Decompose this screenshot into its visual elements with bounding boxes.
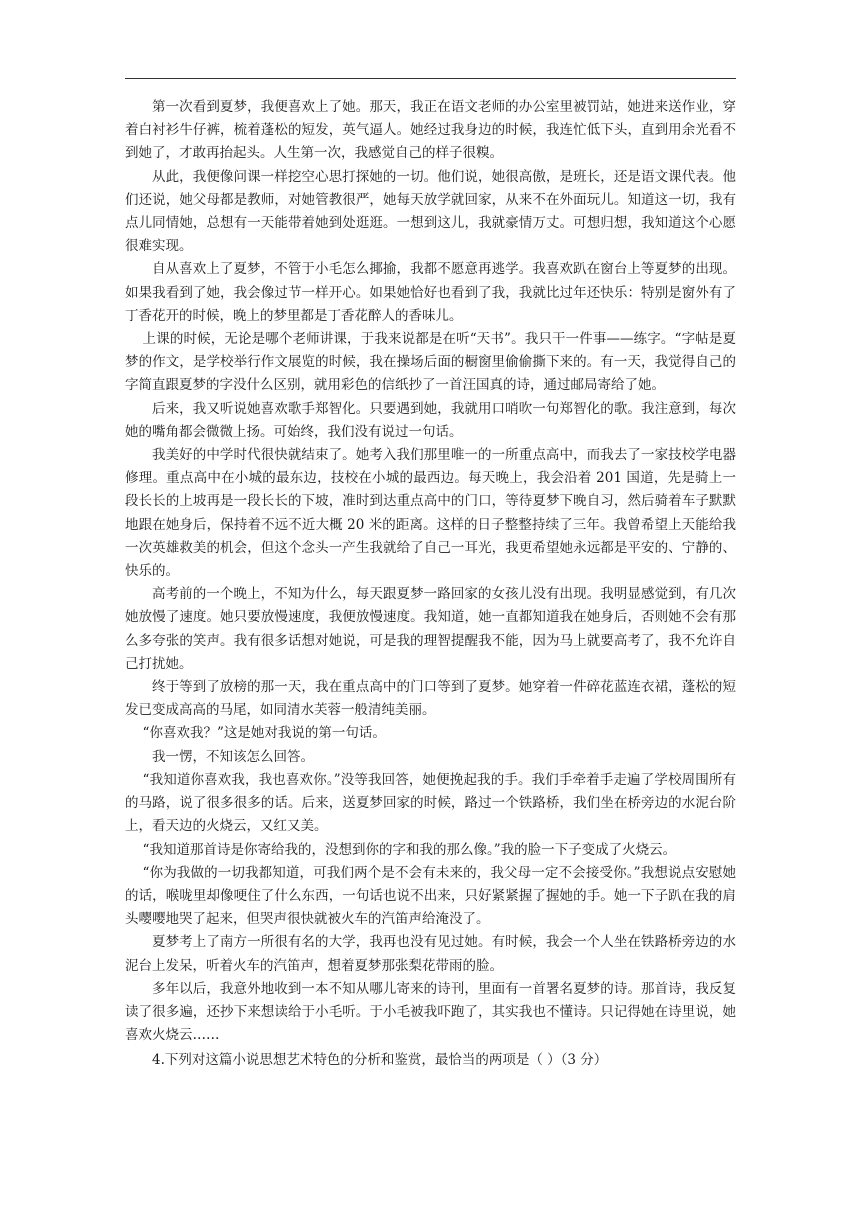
paragraph-8: 终于等到了放榜的那一天，我在重点高中的门口等到了夏梦。她穿着一件碎花蓝连衣裙，蓬松的短发已变成高高的马尾，如同清水芙蓉一般清纯美丽。 [125, 679, 736, 719]
paragraph-10: 我一愣，不知该怎么回答。 [152, 748, 314, 765]
paragraph-1: 第一次看到夏梦，我便喜欢上了她。那天，我正在语文老师的办公室里被罚站，她进来送作业，穿着白衬衫牛仔裤，梳着蓬松的短发，英气逼人。她经过我身边的时候，我连忙低下头，直到用余光看不到她了，才敢再抬起头。人生第一次，我感觉自己的样子很糗。 [125, 99, 736, 162]
paragraph-7: 高考前的一个晚上，不知为什么，每天跟夏梦一路回家的女孩儿没有出现。我明显感觉到，有几次她放慢了速度。她只要放慢速度，我便放慢速度。我知道，她一直都知道我在她身后，否则她不会有那么多夸张的笑声。我有很多话想对她说，可是我的理智提醒我不能，因为马上就要高考了，我不允许自己打扰她。 [125, 586, 736, 672]
paragraph-11: “我知道你喜欢我，我也喜欢你。”没等我回答，她便挽起我的手。我们手牵着手走遍了学校周围所有的马路，说了很多很多的话。后来，送夏梦回家的时候，路过一个铁路桥，我们坐在桥旁边的水泥台阶上，看天边的火烧云，又红又美。 [125, 771, 736, 835]
paragraph-15: 多年以后，我意外地收到一本不知从哪儿寄来的诗刊，里面有一首署名夏梦的诗。那首诗，我反复读了很多遍，还抄下来想读给于小毛听。于小毛被我吓跑了，其实我也不懂诗。只记得她在诗里说，她喜欢火烧云…… [125, 980, 736, 1044]
paragraph-5: 后来，我又听说她喜欢歌手郑智化。只要遇到她，我就用口哨吹一句郑智化的歌。我注意到，每次她的嘴角都会微微上扬。可始终，我们没有说过一句话。 [125, 400, 736, 440]
article-body [125, 96, 736, 1073]
paragraph-6: 我美好的中学时代很快就结束了。她考入我们那里唯一的一所重点高中，而我去了一家技校学电器修理。重点高中在小城的最东边，技校在小城的最西边。每天晚上，我会沿着 201 国道，先是骑上一段长长的上坡再是一段长长的下坡，准时到达重点高中的门口，等待夏梦下晚自习，然后骑着车子默默地跟在她身后，保持着不远不近大概 20 米的距离。这样的日子整整持续了三年。我曾希望上天能给我一次英雄救美的机会，但这个念头一产生我就给了自己一耳光，我更希望她永远都是平安的、宁静的、快乐的。 [125, 447, 736, 580]
paragraph-3: 自从喜欢上了夏梦，不管于小毛怎么揶揄，我都不愿意再逃学。我喜欢趴在窗台上等夏梦的出现。如果我看到了她，我会像过节一样开心。如果她恰好也看到了我，我就比过年还快乐：特别是窗外有了丁香花开的时候，晚上的梦里都是丁香花醉人的香味儿。 [125, 261, 736, 324]
paragraph-14: 夏梦考上了南方一所很有名的大学，我再也没有见过她。有时候，我会一个人坐在铁路桥旁边的水泥台上发呆，听着火车的汽笛声，想着夏梦那张梨花带雨的脸。 [125, 934, 736, 974]
header-rule [125, 78, 736, 79]
paragraph-13: “你为我做的一切我都知道，可我们两个是不会有未来的，我父母一定不会接受你。”我想说点安慰她的话，喉咙里却像哽住了什么东西，一句话也说不出来，只好紧紧握了握她的手。她一下子趴在我的肩头嘤嘤地哭了起来，但哭声很快就被火车的汽笛声给淹没了。 [125, 864, 736, 928]
paragraph-9: “你喜欢我？”这是她对我说的第一句话。 [142, 725, 386, 742]
paragraph-2: 从此，我便像问课一样挖空心思打探她的一切。他们说，她很高傲，是班长，还是语文课代表。他们还说，她父母都是教师，对她管教很严，她每天放学就回家，从来不在外面玩儿。知道这一切，我有点儿同情她，总想有一天能带着她到处逛逛。一想到这儿，我就豪情万丈。可想归想，我知道这个心愿很难实现。 [125, 168, 736, 255]
paragraph-12: “我知道那首诗是你寄给我的，没想到你的字和我的那么像。”我的脸一下子变成了火烧云。 [142, 841, 677, 858]
question-4: 4.下列对这篇小说思想艺术特色的分析和鉴赏，最恰当的两项是（ ）（3 分） [152, 1052, 608, 1069]
paragraph-4: 上课的时候，无论是哪个老师讲课，于我来说都是在听“天书”。我只干一件事——练字。“字帖是夏梦的作文，是学校举行作文展览的时候，我在操场后面的橱窗里偷偷撕下来的。有一天，我觉得自己的字简直跟夏梦的字没什么区别，就用彩色的信纸抄了一首汪国真的诗，通过邮局寄给了她。 [125, 331, 736, 394]
